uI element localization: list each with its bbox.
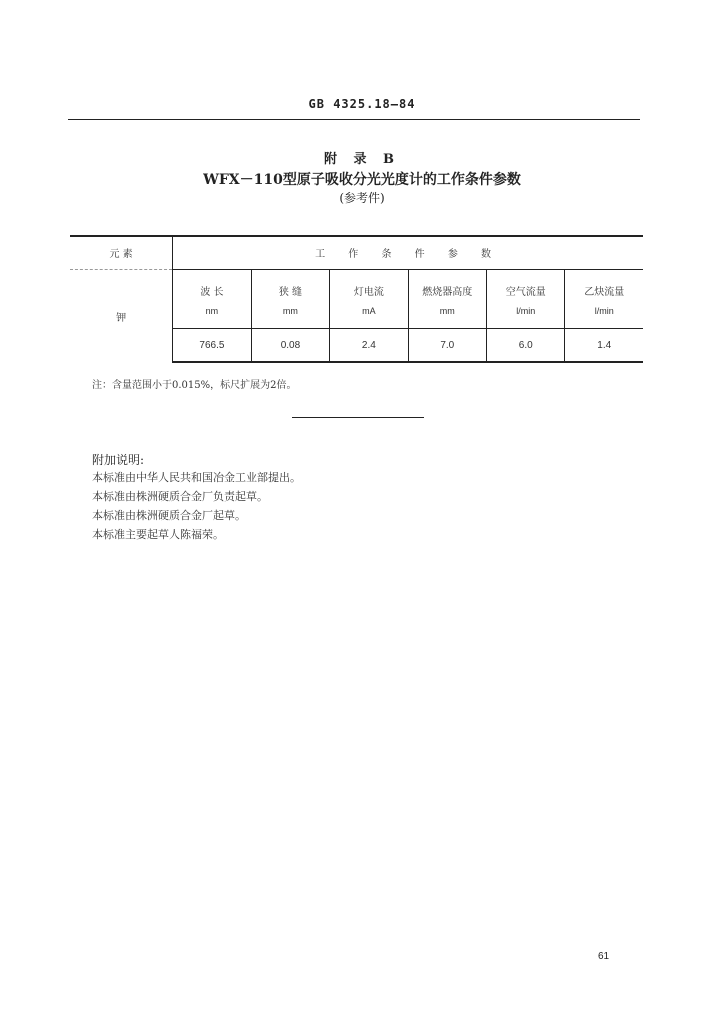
value-cell: 2.4 (330, 329, 408, 363)
column-header: 乙炔流量 l/min (565, 270, 643, 329)
element-header: 元 素 (70, 236, 173, 270)
column-header: 燃烧器高度 mm (408, 270, 486, 329)
table-note: 注：含量范围小于0.015%，标尺扩展为2倍。 (92, 380, 297, 391)
column-header: 灯电流 mA (330, 270, 408, 329)
parameters-group-header: 工 作 条 件 参 数 (173, 236, 643, 270)
value-cell: 766.5 (173, 329, 252, 363)
element-cell: 钾 (70, 270, 173, 363)
value-cell: 1.4 (565, 329, 643, 363)
additional-note-line: 本标准主要起草人陈福荣。 (92, 528, 224, 541)
standard-code: GB 4325.18—84 (308, 97, 416, 111)
value-cell: 7.0 (408, 329, 486, 363)
appendix-subtitle: (参考件) (339, 191, 385, 205)
page-number: 61 (598, 951, 610, 962)
additional-note-line: 本标准由中华人民共和国冶金工业部提出。 (92, 471, 301, 484)
parameters-table (70, 236, 643, 363)
section-separator (292, 417, 424, 418)
value-cell: 0.08 (251, 329, 329, 363)
additional-notes-title: 附加说明: (92, 453, 145, 467)
column-header: 空气流量 l/min (487, 270, 565, 329)
value-cell: 6.0 (487, 329, 565, 363)
column-header: 狭 缝 mm (251, 270, 329, 329)
appendix-title: WFX－110型原子吸收分光光度计的工作条件参数 (203, 172, 521, 188)
appendix-label: 附 录 B (323, 152, 401, 167)
column-header: 波 长 nm (173, 270, 252, 329)
header-rule (68, 119, 640, 120)
additional-note-line: 本标准由株洲硬质合金厂负责起草。 (92, 490, 268, 503)
additional-note-line: 本标准由株洲硬质合金厂起草。 (92, 509, 246, 522)
